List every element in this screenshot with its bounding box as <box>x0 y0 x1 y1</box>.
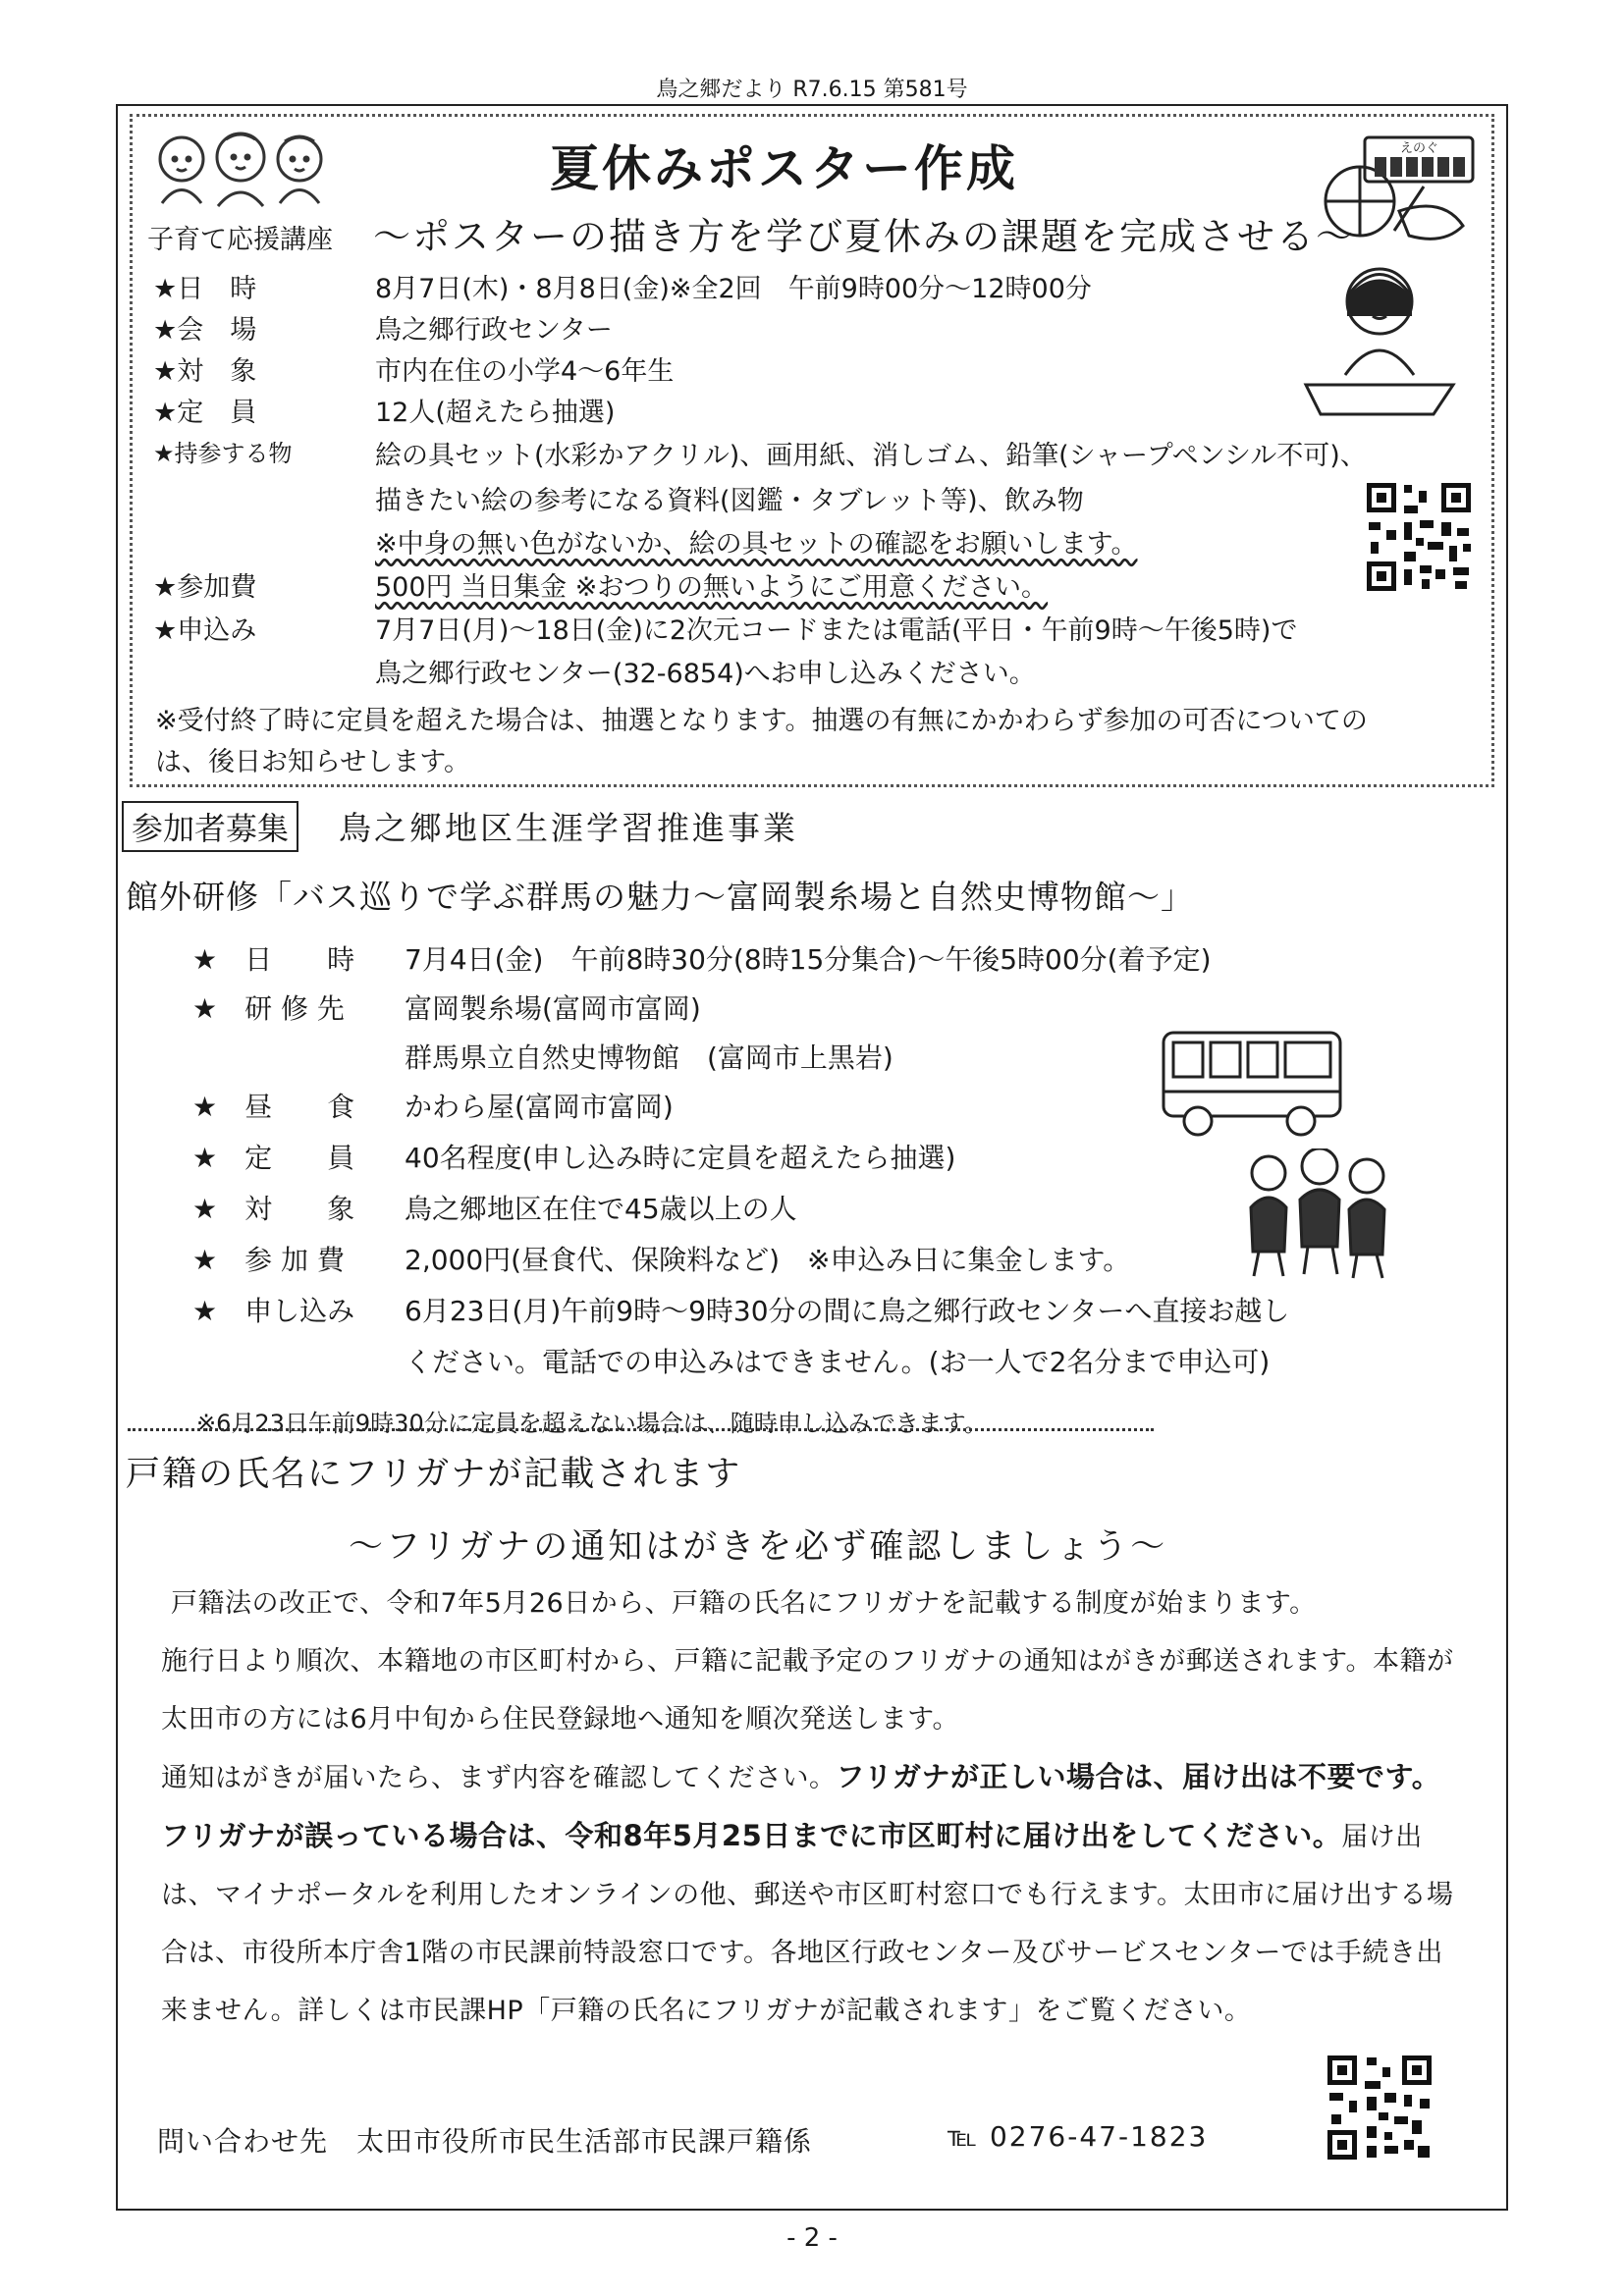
lifelong-subheading: 館外研修「バス巡りで学ぶ群馬の魅力～富岡製糸場と自然史博物館～」 <box>126 878 1194 916</box>
children-illustration <box>147 130 334 208</box>
poster-row-value: 12人(超えたら抽選) <box>375 398 616 428</box>
lifelong-heading: 鳥之郷地区生涯学習推進事業 <box>339 809 798 847</box>
poster-row-value: 描きたい絵の参考になる資料(図鑑・タブレット等)、飲み物 <box>375 486 1084 516</box>
lifelong-row-value: 6月23日(月)午前9時～9時30分の間に鳥之郷行政センターへ直接お越し <box>405 1295 1290 1327</box>
section-divider <box>128 1428 1154 1431</box>
seniors-illustration <box>1239 1148 1396 1281</box>
poster-row-label: ★日 時 <box>153 274 257 304</box>
contact-phone[interactable]: ℡ 0276-47-1823 <box>947 2120 1209 2153</box>
lifelong-row-value: 鳥之郷地区在住で45歳以上の人 <box>405 1193 797 1225</box>
lifelong-row-value: 2,000円(昼食代、保険料など) ※申込み日に集金します。 <box>405 1244 1131 1276</box>
paint-box-illustration <box>1306 128 1483 245</box>
lifelong-row-value: かわら屋(富岡市富岡) <box>405 1091 674 1123</box>
poster-title: 夏休みポスター作成 <box>550 140 1018 197</box>
girl-painting-illustration <box>1296 257 1463 419</box>
koseki-p3-intro: 通知はがきが届いたら、まず内容を確認してください。 <box>161 1763 837 1793</box>
koseki-p3-bold-notice: フリガナが正しい場合は、届け出は不要です。フリガナが誤っている場合は、令和8年5月25日までに市区町村に届け出をしてください。 <box>161 1760 1441 1852</box>
poster-lottery-note-2: は、後日お知らせします。 <box>155 747 471 777</box>
poster-row-label: ★持参する物 <box>153 440 293 467</box>
newsletter-header: 鳥之郷だより R7.6.15 第581号 <box>656 78 968 102</box>
poster-row-value: 鳥之郷行政センター(32-6854)へお申し込みください。 <box>375 659 1036 689</box>
lifelong-row-label: ★ 申し込み <box>192 1295 355 1327</box>
poster-row-value: 鳥之郷行政センター <box>375 315 613 346</box>
koseki-paragraph-2: 施行日より順次、本籍地の市区町村から、戸籍に記載予定のフリガナの通知はがきが郵送されます。本籍が太田市の方には6月中旬から住民登録地へ通知を順次発送します。 <box>161 1646 1454 1735</box>
paint-box-label: えのぐ <box>1400 141 1439 156</box>
poster-row-label: ★申込み <box>153 615 257 646</box>
poster-check-note: ※中身の無い色がないか、絵の具セットの確認をお願いします。 <box>375 529 1138 560</box>
poster-course-label: 子育て応援講座 <box>147 225 333 255</box>
koseki-qr-code[interactable] <box>1326 2054 1434 2162</box>
page-number: - 2 - <box>786 2223 838 2253</box>
poster-row-value: 絵の具セット(水彩かアクリル)、画用紙、消しゴム、鉛筆(シャープペンシル不可)、 <box>375 441 1367 471</box>
poster-row-value: 8月7日(木)・8月8日(金)※全2回 午前9時00分～12時00分 <box>375 274 1092 304</box>
lifelong-row-value: 7月4日(金) 午前8時30分(8時15分集合)～午後5時00分(着予定) <box>405 943 1212 976</box>
poster-row-label: ★対 象 <box>153 356 257 387</box>
koseki-paragraph-3 <box>161 1748 1467 2040</box>
participant-recruitment-tag: 参加者募集 <box>122 801 298 852</box>
poster-row-label: ★定 員 <box>153 398 257 428</box>
lifelong-note: ※6月23日午前9時30分に定員を超えない場合は、随時申し込みできます。 <box>196 1410 988 1437</box>
lifelong-row-value: 富岡製糸場(富岡市富岡) <box>405 992 701 1025</box>
poster-row-value: 7月7日(月)～18日(金)に2次元コードまたは電話(平日・午前9時～午後5時)で <box>375 615 1298 646</box>
lifelong-row-label: ★ 研 修 先 <box>192 992 345 1025</box>
lifelong-row-label: ★ 定 員 <box>192 1142 355 1174</box>
poster-row-label: ★参加費 <box>153 572 257 603</box>
lifelong-row-value: ください。電話での申込みはできません。(お一人で2名分まで申込可) <box>405 1346 1271 1378</box>
koseki-subtitle: ～フリガナの通知はがきを必ず確認しましょう～ <box>349 1527 1168 1567</box>
poster-subtitle: ～ポスターの描き方を学び夏休みの課題を完成させる～ <box>373 215 1356 258</box>
contact-info: 問い合わせ先 太田市役所市民生活部市民課戸籍係 <box>157 2125 813 2158</box>
poster-row-label: ★会 場 <box>153 315 257 346</box>
lifelong-row-label: ★ 昼 食 <box>192 1091 355 1123</box>
lifelong-row-label: ★ 対 象 <box>192 1193 355 1225</box>
lifelong-row-value: 群馬県立自然史博物館 (富岡市上黒岩) <box>405 1041 893 1074</box>
koseki-p3-rest: 届け出は、マイナポータルを利用したオンラインの他、郵送や市区町村窓口でも行えます。太田市に届け出する場合は、市役所本庁舎1階の市民課前特設窓口です。各地区行政センター及びサービスセンターでは手続き出来ません。詳しくは市民課HP「戸籍の氏名にフリガナが記載されます」をご覧ください。 <box>161 1822 1454 2026</box>
poster-qr-code[interactable] <box>1365 481 1473 594</box>
poster-fee-value: 500円 当日集金 ※おつりの無いようにご用意ください。 <box>375 572 1049 603</box>
koseki-paragraph-1: 戸籍法の改正で、令和7年5月26日から、戸籍の氏名にフリガナを記載する制度が始まります。 <box>171 1588 1317 1619</box>
bus-illustration <box>1154 1023 1350 1141</box>
koseki-heading: 戸籍の氏名にフリガナが記載されます <box>126 1455 742 1494</box>
poster-row-value: 市内在住の小学4～6年生 <box>375 356 675 387</box>
lifelong-row-label: ★ 参 加 費 <box>192 1244 345 1276</box>
poster-lottery-note: ※受付終了時に定員を超えた場合は、抽選となります。抽選の有無にかかわらず参加の可否についての <box>155 706 1368 736</box>
lifelong-row-label: ★ 日 時 <box>192 943 355 976</box>
lifelong-row-value: 40名程度(申し込み時に定員を超えたら抽選) <box>405 1142 956 1174</box>
